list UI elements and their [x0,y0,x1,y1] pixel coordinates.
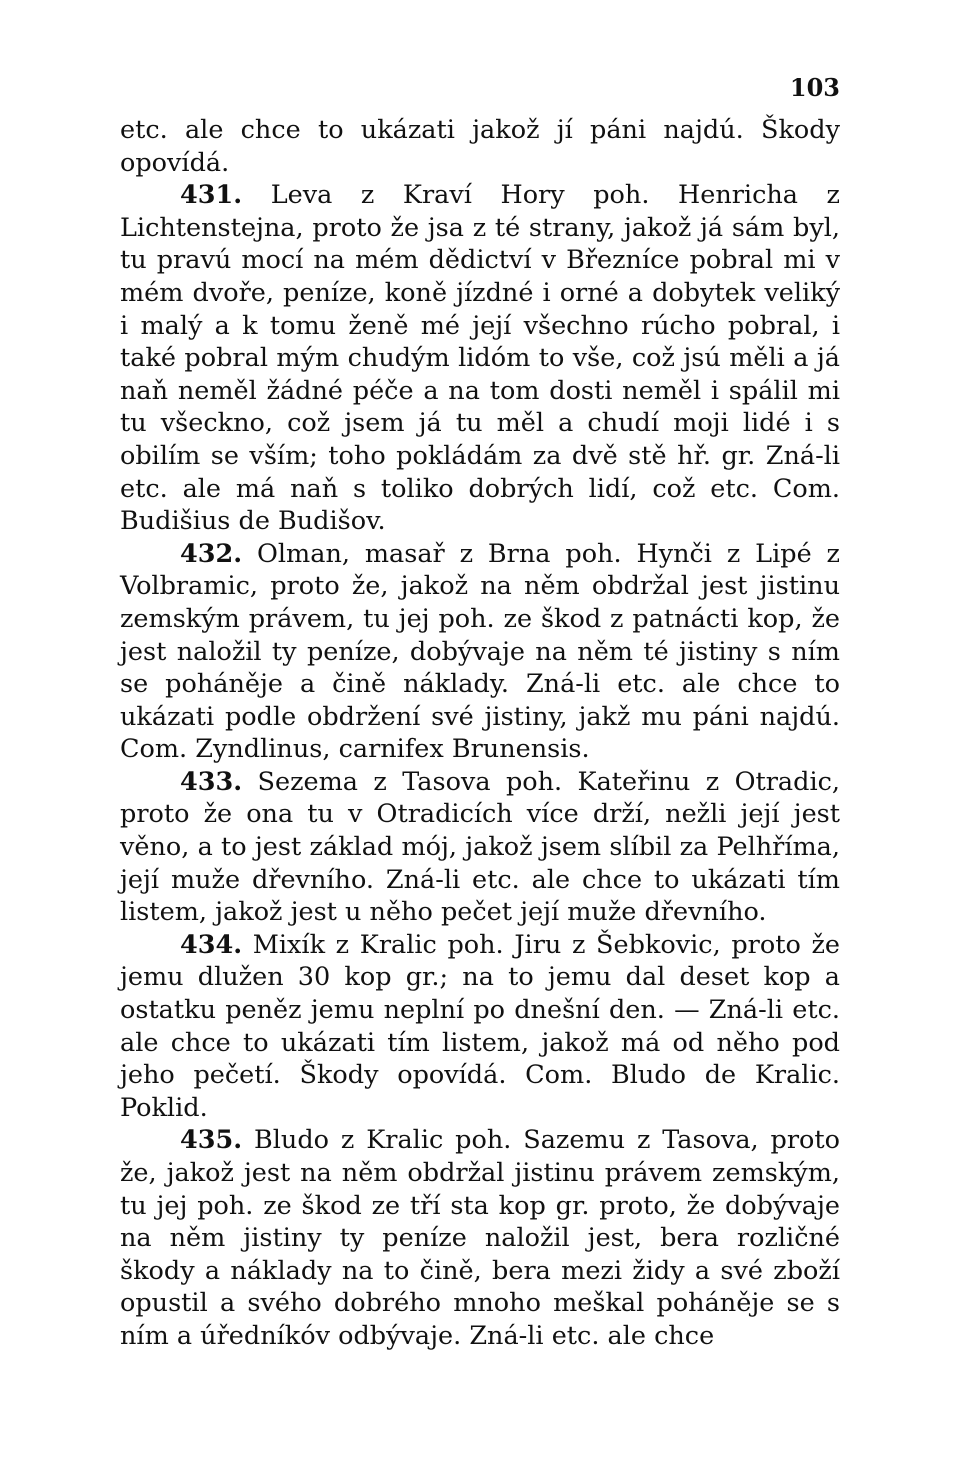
entry-434 [120,929,840,1125]
entry-431 [120,179,840,538]
entry-text: Sezema z Tasova poh. Kateřinu z Otradic, proto že ona tu v Otradicích více drží, nežli její jest věno, a to jest základ mój, jakož jsem slíbil za Pelhříma, její muže dřevního. Zná-li etc. ale chce to ukázati tím listem, jakož jest u něho pečet její muže dřevního. [120,766,841,928]
entry-number: 431. [180,180,243,211]
entry-text: Mixík z Kralic poh. Jiru z Šebkovic, proto že jemu dlužen 30 kop gr.; na to jemu dal deset kop a ostatku peněz jemu neplní po dnešní den. — Zná-li etc. ale chce to ukázati tím listem, jakož má od něho pod jeho pečetí. Škody opovídá. Com. Bludo de Kralic. Poklid. [120,929,840,1123]
paragraph-text: etc. ale chce to ukázati jakož jí páni najdú. Škody opovídá. [120,115,840,178]
entry-number: 434. [180,929,243,960]
page-body [120,114,840,1353]
entry-number: 432. [180,538,243,569]
entry-432 [120,538,840,766]
entry-text: Bludo z Kralic poh. Sazemu z Tasova, proto že, jakož jest na něm obdržal jistinu právem zemským, tu jej poh. ze škod ze tří sta kop gr. proto, že dobývaje na něm jistiny ty peníze naložil jest, bera rozličné škody a náklady na to čině, bera mezi židy a své zboží opustil a svého dobrého mnoho meškal poháněje se s ním a úředníkóv odbývaje. Zná-li etc. ale chce [120,1125,841,1351]
entry-number: 435. [180,1125,243,1156]
paragraph-continuation [120,114,840,179]
page-number: 103 [789,73,840,102]
entry-number: 433. [180,766,243,797]
entry-text: Olman, masař z Brna poh. Hynči z Lipé z Volbramic, proto že, jakož na něm obdržal jest jistinu zemským právem, tu jej poh. ze škod z patnácti kop, že jest naložil ty peníze, dobývaje na něm té jistiny s ním se poháněje a čině náklady. Zná-li etc. ale chce to ukázati podle obdržení své jistiny, jakž mu páni najdú. Com. Zyndlinus, carnifex Brunensis. [120,538,840,765]
entry-text: Leva z Kraví Hory poh. Henricha z Lichtenstejna, proto že jsa z té strany, jakož já sám byl, tu pravú mocí na mém dědictví v Březníce pobral mi v mém dvoře, peníze, koně jízdné i orné a dobytek veliký i malý a k tomu ženě mé její všechno rúcho pobral, i také pobral mým chudým lidóm to vše, což jsú měli a já naň neměl žádné péče a na tom dosti neměl i spálil mi tu všeckno, což jsem já tu měl a chudí moji lidé i s obilím se vším; toho pokládám za dvě stě hř. gr. Zná-li etc. ale má naň s toliko dobrých lidí, což etc. Com. Budišius de Budišov. [120,180,840,537]
entry-433 [120,766,840,929]
entry-435 [120,1124,840,1352]
book-page [120,68,840,1353]
